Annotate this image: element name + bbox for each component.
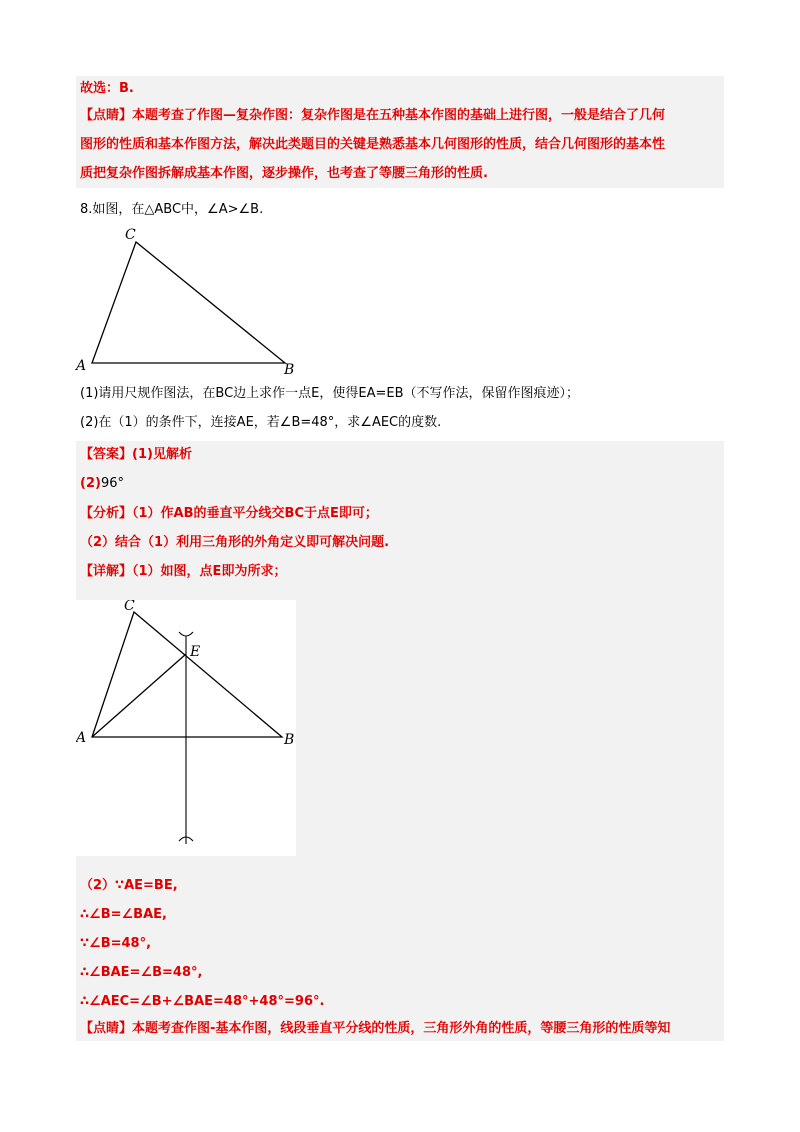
comment-line-1: [80, 107, 665, 125]
label-b-2: B: [284, 732, 295, 748]
analysis-tag: 【分析】: [80, 506, 133, 521]
proof-line-3: ∵∠B=48°,: [80, 936, 152, 951]
detail-tag: 【详解】: [80, 564, 133, 579]
question-part1: (1)请用尺规作图法，在BC边上求作一点E，使得EA=EB（不写作法，保留作图痕迹）；: [80, 386, 580, 401]
final-comment-tag: 【点睛】: [80, 1021, 133, 1036]
label-b: B: [284, 362, 295, 375]
answer-1: (1)见解析: [132, 447, 192, 462]
label-a: A: [76, 358, 87, 374]
answer-2-value: 96°: [100, 476, 124, 491]
question-stem: 8.如图，在△ABC中，∠A>∠B.: [80, 202, 264, 217]
comment-line-2: 图形的性质和基本作图方法，解决此类题目的关键是熟悉基本几何图形的性质，结合几何图形的基本性: [80, 137, 666, 152]
question-part2: (2)在（1）的条件下，连接AE，若∠B=48°，求∠AEC的度数.: [80, 415, 442, 430]
label-c: C: [125, 227, 136, 243]
comment-text-1: 本题考查了作图—复杂作图：复杂作图是在五种基本作图的基础上进行图，一般是结合了几何: [132, 108, 666, 123]
analysis-row-2: （2）结合（1）利用三角形的外角定义即可解决问题.: [80, 535, 390, 550]
answer-2-prefix: (2): [80, 476, 101, 491]
proof-line-2: ∴∠B=∠BAE,: [80, 907, 167, 922]
answer-row-2: [80, 475, 124, 493]
analysis-row-1: [80, 505, 378, 523]
label-e: E: [190, 644, 201, 660]
final-comment-text: 本题考查作图-基本作图，线段垂直平分线的性质，三角形外角的性质，等腰三角形的性质等知: [132, 1021, 671, 1036]
proof-line-4: ∴∠BAE=∠B=48°,: [80, 965, 203, 980]
triangle-abc: [92, 242, 285, 363]
label-c-2: C: [124, 600, 135, 614]
detail-row-1: [80, 563, 286, 581]
figure-triangle-abc: [70, 225, 310, 375]
answer-tag: 【答案】: [80, 447, 133, 462]
label-a-2: A: [76, 730, 87, 746]
figure-construction: [76, 600, 296, 856]
proof-line-5: ∴∠AEC=∠B+∠BAE=48°+48°=96°.: [80, 994, 325, 1009]
comment-line-3: 质把复杂作图拆解成基本作图，逐步操作，也考查了等腰三角形的性质.: [80, 166, 488, 181]
analysis-1: （1）作AB的垂直平分线交BC于点E即可；: [132, 506, 378, 521]
answer-row-1: [80, 446, 192, 464]
detail-1: （1）如图，点E即为所求；: [132, 564, 287, 579]
final-comment: [80, 1020, 670, 1038]
proof-line-1: （2）∵AE=BE,: [80, 878, 178, 893]
comment-tag: 【点睛】: [80, 108, 133, 123]
answer-line: 故选：B.: [80, 81, 134, 96]
